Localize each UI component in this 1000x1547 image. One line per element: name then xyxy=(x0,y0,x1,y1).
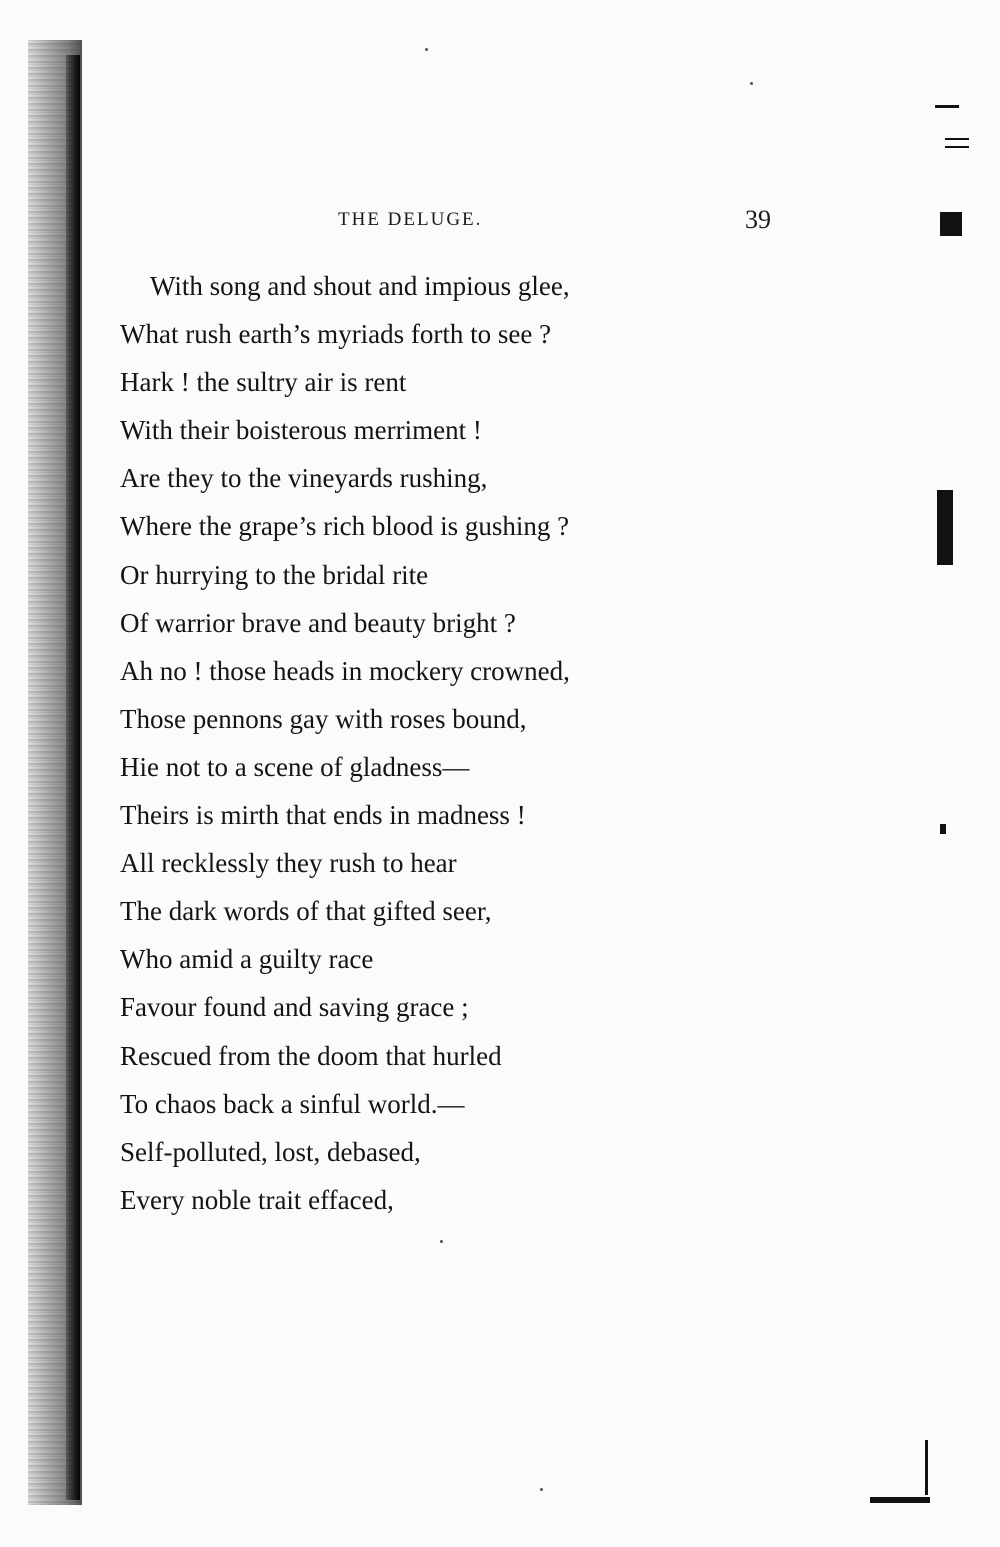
edge-mark xyxy=(945,146,969,148)
poem-line: All recklessly they rush to hear xyxy=(120,848,457,879)
poem-line: Those pennons gay with roses bound, xyxy=(120,703,527,734)
page-number: 39 xyxy=(745,205,771,234)
edge-mark xyxy=(940,824,946,834)
poem-line: Who amid a guilty race xyxy=(120,944,374,975)
edge-mark xyxy=(945,138,969,140)
poem-line: Self-polluted, lost, debased, xyxy=(120,1136,421,1167)
poem-line: With their boisterous merriment ! xyxy=(120,415,482,446)
poem-line: Or hurrying to the bridal rite xyxy=(120,559,429,590)
poem-line: To chaos back a sinful world.— xyxy=(120,1088,465,1119)
binding-edge xyxy=(66,55,80,1500)
speck xyxy=(750,82,753,85)
poem-line: The dark words of that gifted seer, xyxy=(120,896,492,927)
poem-line: With song and shout and impious glee, xyxy=(150,271,570,301)
poem-line: Of warrior brave and beauty bright ? xyxy=(120,607,516,638)
poem-line: Where the grape’s rich blood is gushing ? xyxy=(120,511,570,542)
page-header xyxy=(0,205,1000,235)
poem-line: Ah no ! those heads in mockery crowned, xyxy=(120,655,570,686)
poem-line: Every noble trait effaced, xyxy=(120,1184,394,1215)
poem-line: What rush earth’s myriads forth to see ? xyxy=(120,319,552,350)
poem-line: Rescued from the doom that hurled xyxy=(120,1040,502,1071)
speck xyxy=(425,48,428,51)
poem-line: Hie not to a scene of gladness— xyxy=(120,751,470,782)
edge-mark xyxy=(935,105,959,108)
poem-line: Are they to the vineyards rushing, xyxy=(120,463,488,494)
edge-mark xyxy=(870,1497,930,1503)
poem-text xyxy=(120,262,720,1224)
speck xyxy=(440,1240,443,1243)
poem-line: Favour found and saving grace ; xyxy=(120,992,469,1023)
poem-line: Hark ! the sultry air is rent xyxy=(120,367,407,398)
edge-mark xyxy=(937,490,953,565)
poem-line: Theirs is mirth that ends in madness ! xyxy=(120,800,526,831)
edge-mark xyxy=(925,1440,928,1495)
running-title: THE DELUGE. xyxy=(338,209,483,230)
speck xyxy=(540,1488,543,1491)
